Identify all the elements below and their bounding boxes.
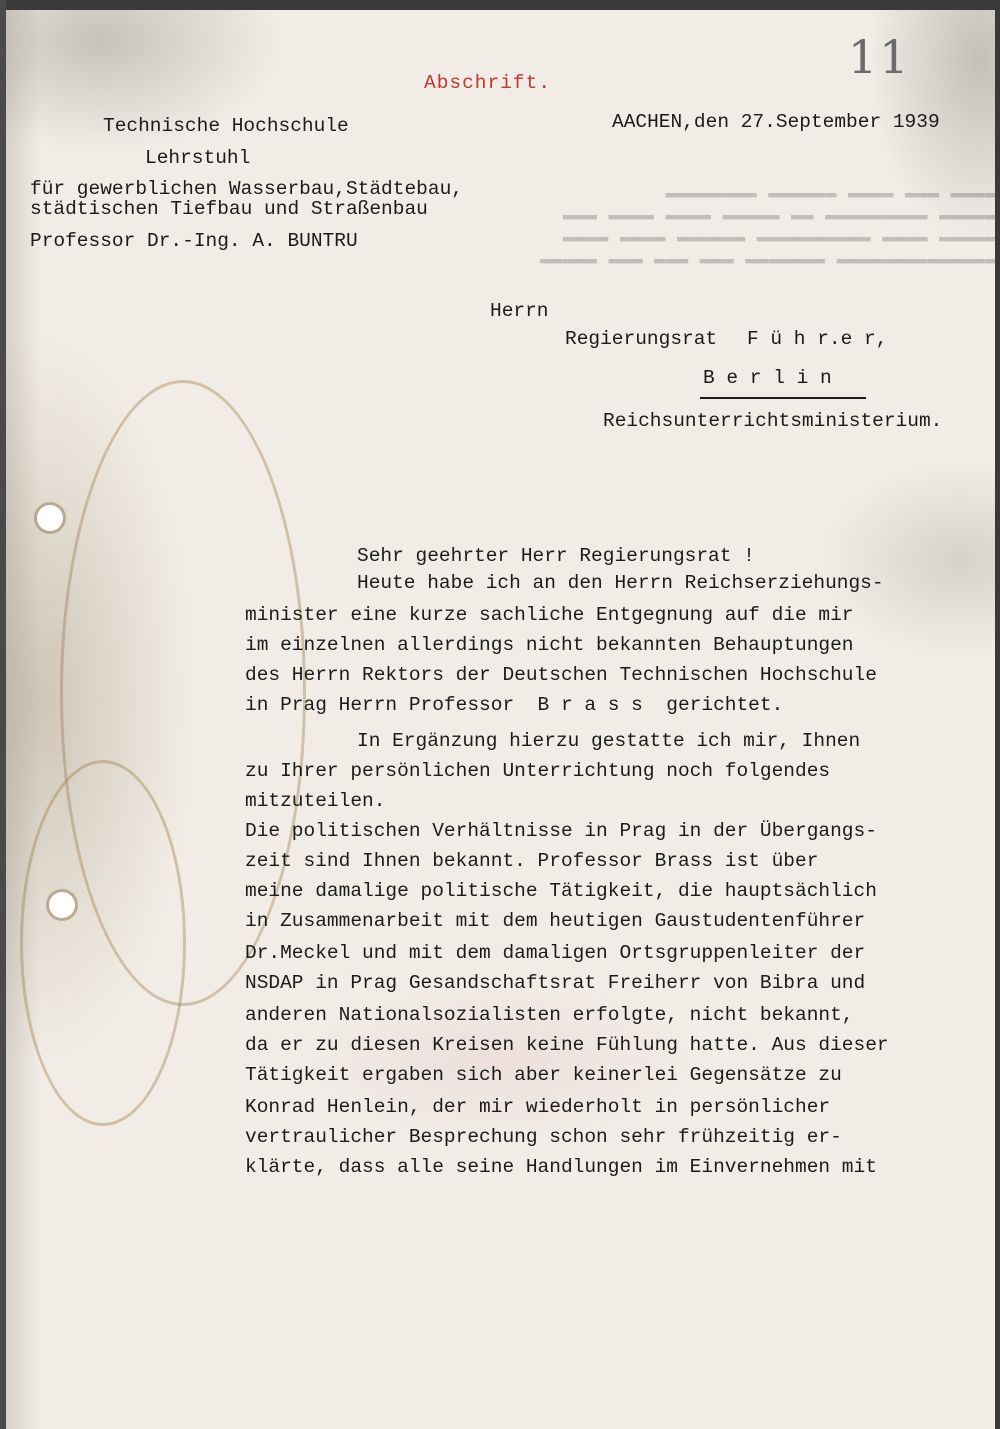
- sender-field-2: städtischen Tiefbau und Straßenbau: [30, 198, 428, 220]
- body-line: vertraulicher Besprechung schon sehr frühzeitig er-: [245, 1126, 842, 1148]
- body-line: mitzuteilen.: [245, 790, 386, 812]
- body-line: In Ergänzung hierzu gestatte ich mir, Ihnen: [357, 730, 861, 752]
- punch-hole-top: [37, 505, 63, 531]
- document-title: Abschrift.: [424, 72, 552, 94]
- body-line: zu Ihrer persönlichen Unterrichtung noch folgendes: [245, 760, 831, 782]
- scan-edge-left: [0, 0, 6, 1429]
- body-line: in Zusammenarbeit mit dem heutigen Gaustudentenführer: [245, 910, 866, 932]
- sender-chair: Lehrstuhl: [145, 147, 251, 169]
- body-line: in Prag Herrn Professor B r a s s gerichtet.: [245, 694, 784, 716]
- recipient-rank: Regierungsrat: [565, 328, 718, 350]
- page-number: 11: [848, 30, 911, 84]
- body-line: da er zu diesen Kreisen keine Fühlung hatte. Aus dieser: [245, 1034, 889, 1056]
- water-stain: [20, 760, 186, 1126]
- punch-hole-bottom: [49, 892, 75, 918]
- body-line: anderen Nationalsozialisten erfolgte, nicht bekannt,: [245, 1004, 854, 1026]
- body-line: Tätigkeit ergaben sich aber keinerlei Gegensätze zu: [245, 1064, 842, 1086]
- body-line: im einzelnen allerdings nicht bekannten Behauptungen: [245, 634, 854, 656]
- recipient-ministry: Reichsunterrichtsministerium.: [603, 410, 943, 432]
- scan-edge-top: [0, 0, 1000, 10]
- body-line: klärte, dass alle seine Handlungen im Einvernehmen mit: [245, 1156, 877, 1178]
- body-line: Heute habe ich an den Herrn Reichserziehungs-: [357, 572, 884, 594]
- recipient-city: B e r l i n: [703, 367, 832, 389]
- body-line: meine damalige politische Tätigkeit, die hauptsächlich: [245, 880, 877, 902]
- city-underline: [700, 397, 866, 399]
- greeting: Sehr geehrter Herr Regierungsrat !: [357, 545, 755, 567]
- body-line: Die politischen Verhältnisse in Prag in der Übergangs-: [245, 820, 877, 842]
- body-line: minister eine kurze sachliche Entgegnung auf die mir: [245, 604, 854, 626]
- body-line: des Herrn Rektors der Deutschen Technischen Hochschule: [245, 664, 877, 686]
- body-line: zeit sind Ihnen bekannt. Professor Brass ist über: [245, 850, 819, 872]
- sender-field-1: für gewerblichen Wasserbau,Städtebau,: [30, 178, 463, 200]
- bleed-through-block: ▬▬▬▬ ▬▬▬ ▬▬▬▬ ▬▬▬▬▬▬ ▬▬▬▬▬▬▬▬ ▬▬▬▬▬ ▬▬▬▬▬▬▬▬▬ ▬▬ ▬▬▬▬▬ ▬▬▬▬ ▬▬▬▬ ▬▬▬ ▬▬▬▬▬ ▬▬▬▬ ▬▬▬▬▬▬▬▬▬▬ ▬▬▬▬▬▬ ▬▬▬▬ ▬▬▬▬ ▬▬▬▬▬▬▬▬▬▬▬▬▬▬ ▬▬▬▬▬▬▬ ▬▬▬ ▬▬▬ ▬▬▬ ▬▬▬▬▬: [540, 182, 997, 270]
- body-line: Dr.Meckel und mit dem damaligen Ortsgruppenleiter der: [245, 942, 866, 964]
- body-line: Konrad Henlein, der mir wiederholt in persönlicher: [245, 1096, 831, 1118]
- recipient-name: F ü h r.e r,: [747, 328, 888, 350]
- recipient-title: Herrn: [490, 300, 549, 322]
- place-date: AACHEN,den 27.September 1939: [612, 111, 940, 133]
- sender-professor: Professor Dr.-Ing. A. BUNTRU: [30, 230, 358, 252]
- body-line: NSDAP in Prag Gesandschaftsrat Freiherr von Bibra und: [245, 972, 866, 994]
- sender-institution: Technische Hochschule: [103, 115, 349, 137]
